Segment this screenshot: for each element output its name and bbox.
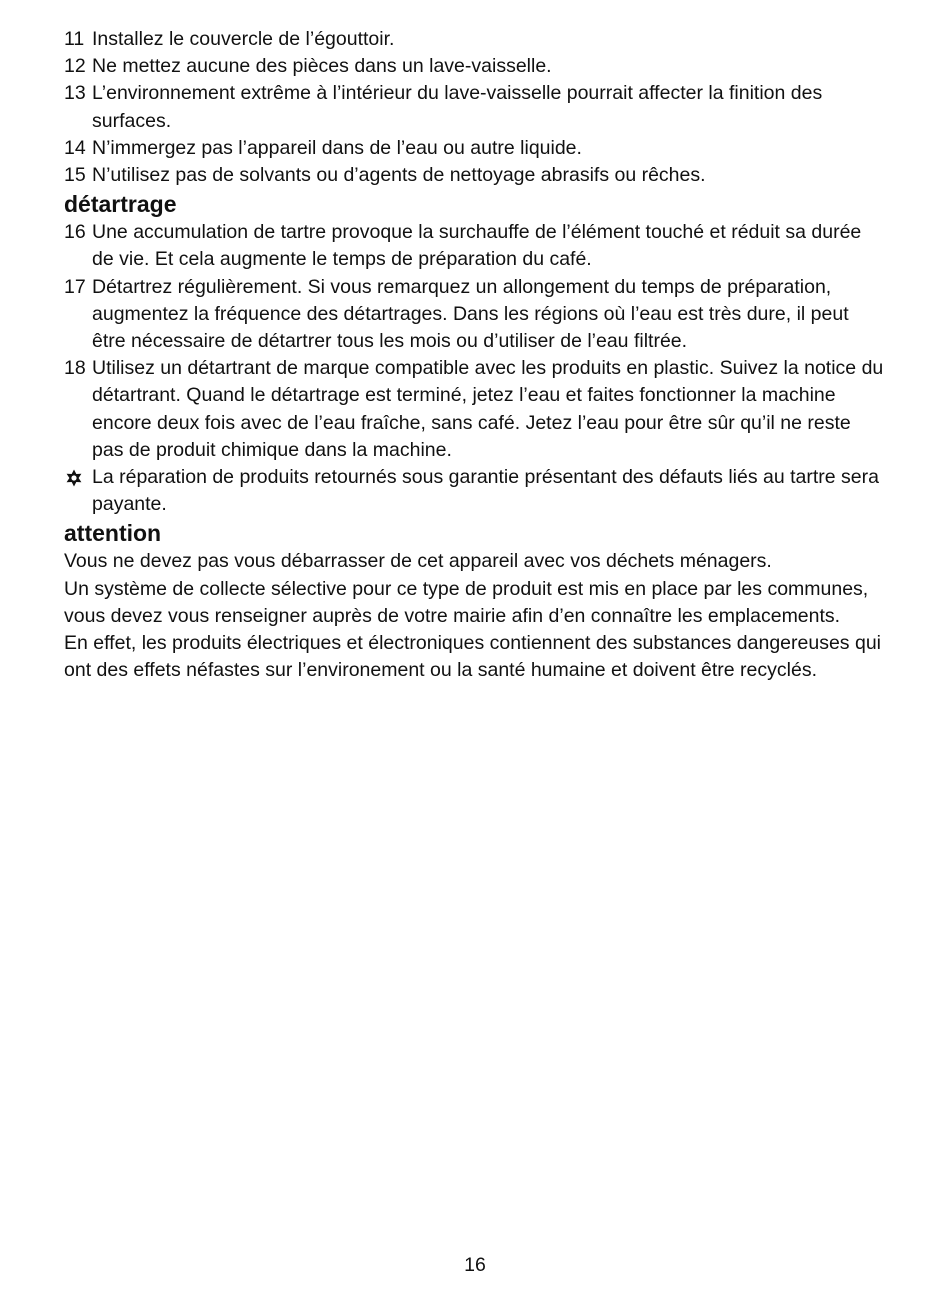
attention-paragraph-1: Vous ne devez pas vous débarrasser de cet appareil avec vos déchets ménagers.	[64, 550, 772, 573]
list-item-13	[64, 80, 884, 134]
list-item-18	[64, 355, 884, 464]
list-item-15	[64, 162, 884, 189]
item-text: N’utilisez pas de solvants ou d’agents de nettoyage abrasifs ou rêches.	[92, 164, 706, 187]
item-text: L’environnement extrême à l’intérieur du lave-vaisselle pourrait affecter la finition des surfaces.	[92, 82, 823, 132]
item-number: 18	[64, 357, 86, 380]
item-text: Installez le couvercle de l’égouttoir.	[92, 28, 395, 50]
item-text: Une accumulation de tartre provoque la surchauffe de l’élément touché et réduit sa durée de vie. Et cela augmente le temps de préparation du café.	[92, 221, 862, 271]
item-number: 15	[64, 164, 86, 187]
list-item-12	[64, 53, 884, 80]
star-icon	[64, 464, 92, 491]
attention-paragraph-2: Un système de collecte sélective pour ce type de produit est mis en place par les communes, vous devez vous renseigner auprès de votre mairie afin d’en connaître les emplacements.	[64, 577, 869, 627]
document-content	[64, 26, 884, 684]
list-item-17	[64, 274, 884, 356]
item-number: 17	[64, 275, 86, 298]
warranty-note	[64, 464, 884, 518]
item-text: Utilisez un détartrant de marque compatible avec les produits en plastic. Suivez la notice du détartrant. Quand le détartrage est terminé, jetez l’eau et faites fonctionner la machine encore deux fois avec de l’eau fraîche, sans café. Jetez l’eau pour être sûr qu’il ne reste pas de produit chimique dans la machine.	[92, 357, 884, 461]
list-item-14	[64, 135, 884, 162]
item-text: N’immergez pas l’appareil dans de l’eau ou autre liquide.	[92, 136, 582, 159]
note-text: La réparation de produits retournés sous garantie présentant des défauts liés au tartre sera payante.	[92, 466, 879, 516]
item-number: 11	[64, 28, 85, 50]
item-number: 13	[64, 82, 86, 105]
item-text: Ne mettez aucune des pièces dans un lave-vaisselle.	[92, 55, 552, 78]
item-text: Détartrez régulièrement. Si vous remarquez un allongement du temps de préparation, augmentez la fréquence des détartrages. Dans les régions où l’eau est très dure, il peut être nécessaire de détartrer tous les mois ou d’utiliser de l’eau filtrée.	[92, 275, 849, 353]
section-heading-attention: attention	[64, 520, 162, 547]
page-number: 16	[464, 1254, 486, 1276]
list-item-16	[64, 219, 884, 273]
section-heading-detartrage: détartrage	[64, 191, 177, 218]
attention-paragraph-3: En effet, les produits électriques et électroniques contiennent des substances dangereuses qui ont des effets néfastes sur l’environement ou la santé humaine et doivent être recyclés.	[64, 632, 882, 682]
item-number: 12	[64, 55, 86, 78]
list-item-11	[64, 26, 884, 53]
item-number: 16	[64, 221, 86, 244]
item-number: 14	[64, 136, 86, 159]
